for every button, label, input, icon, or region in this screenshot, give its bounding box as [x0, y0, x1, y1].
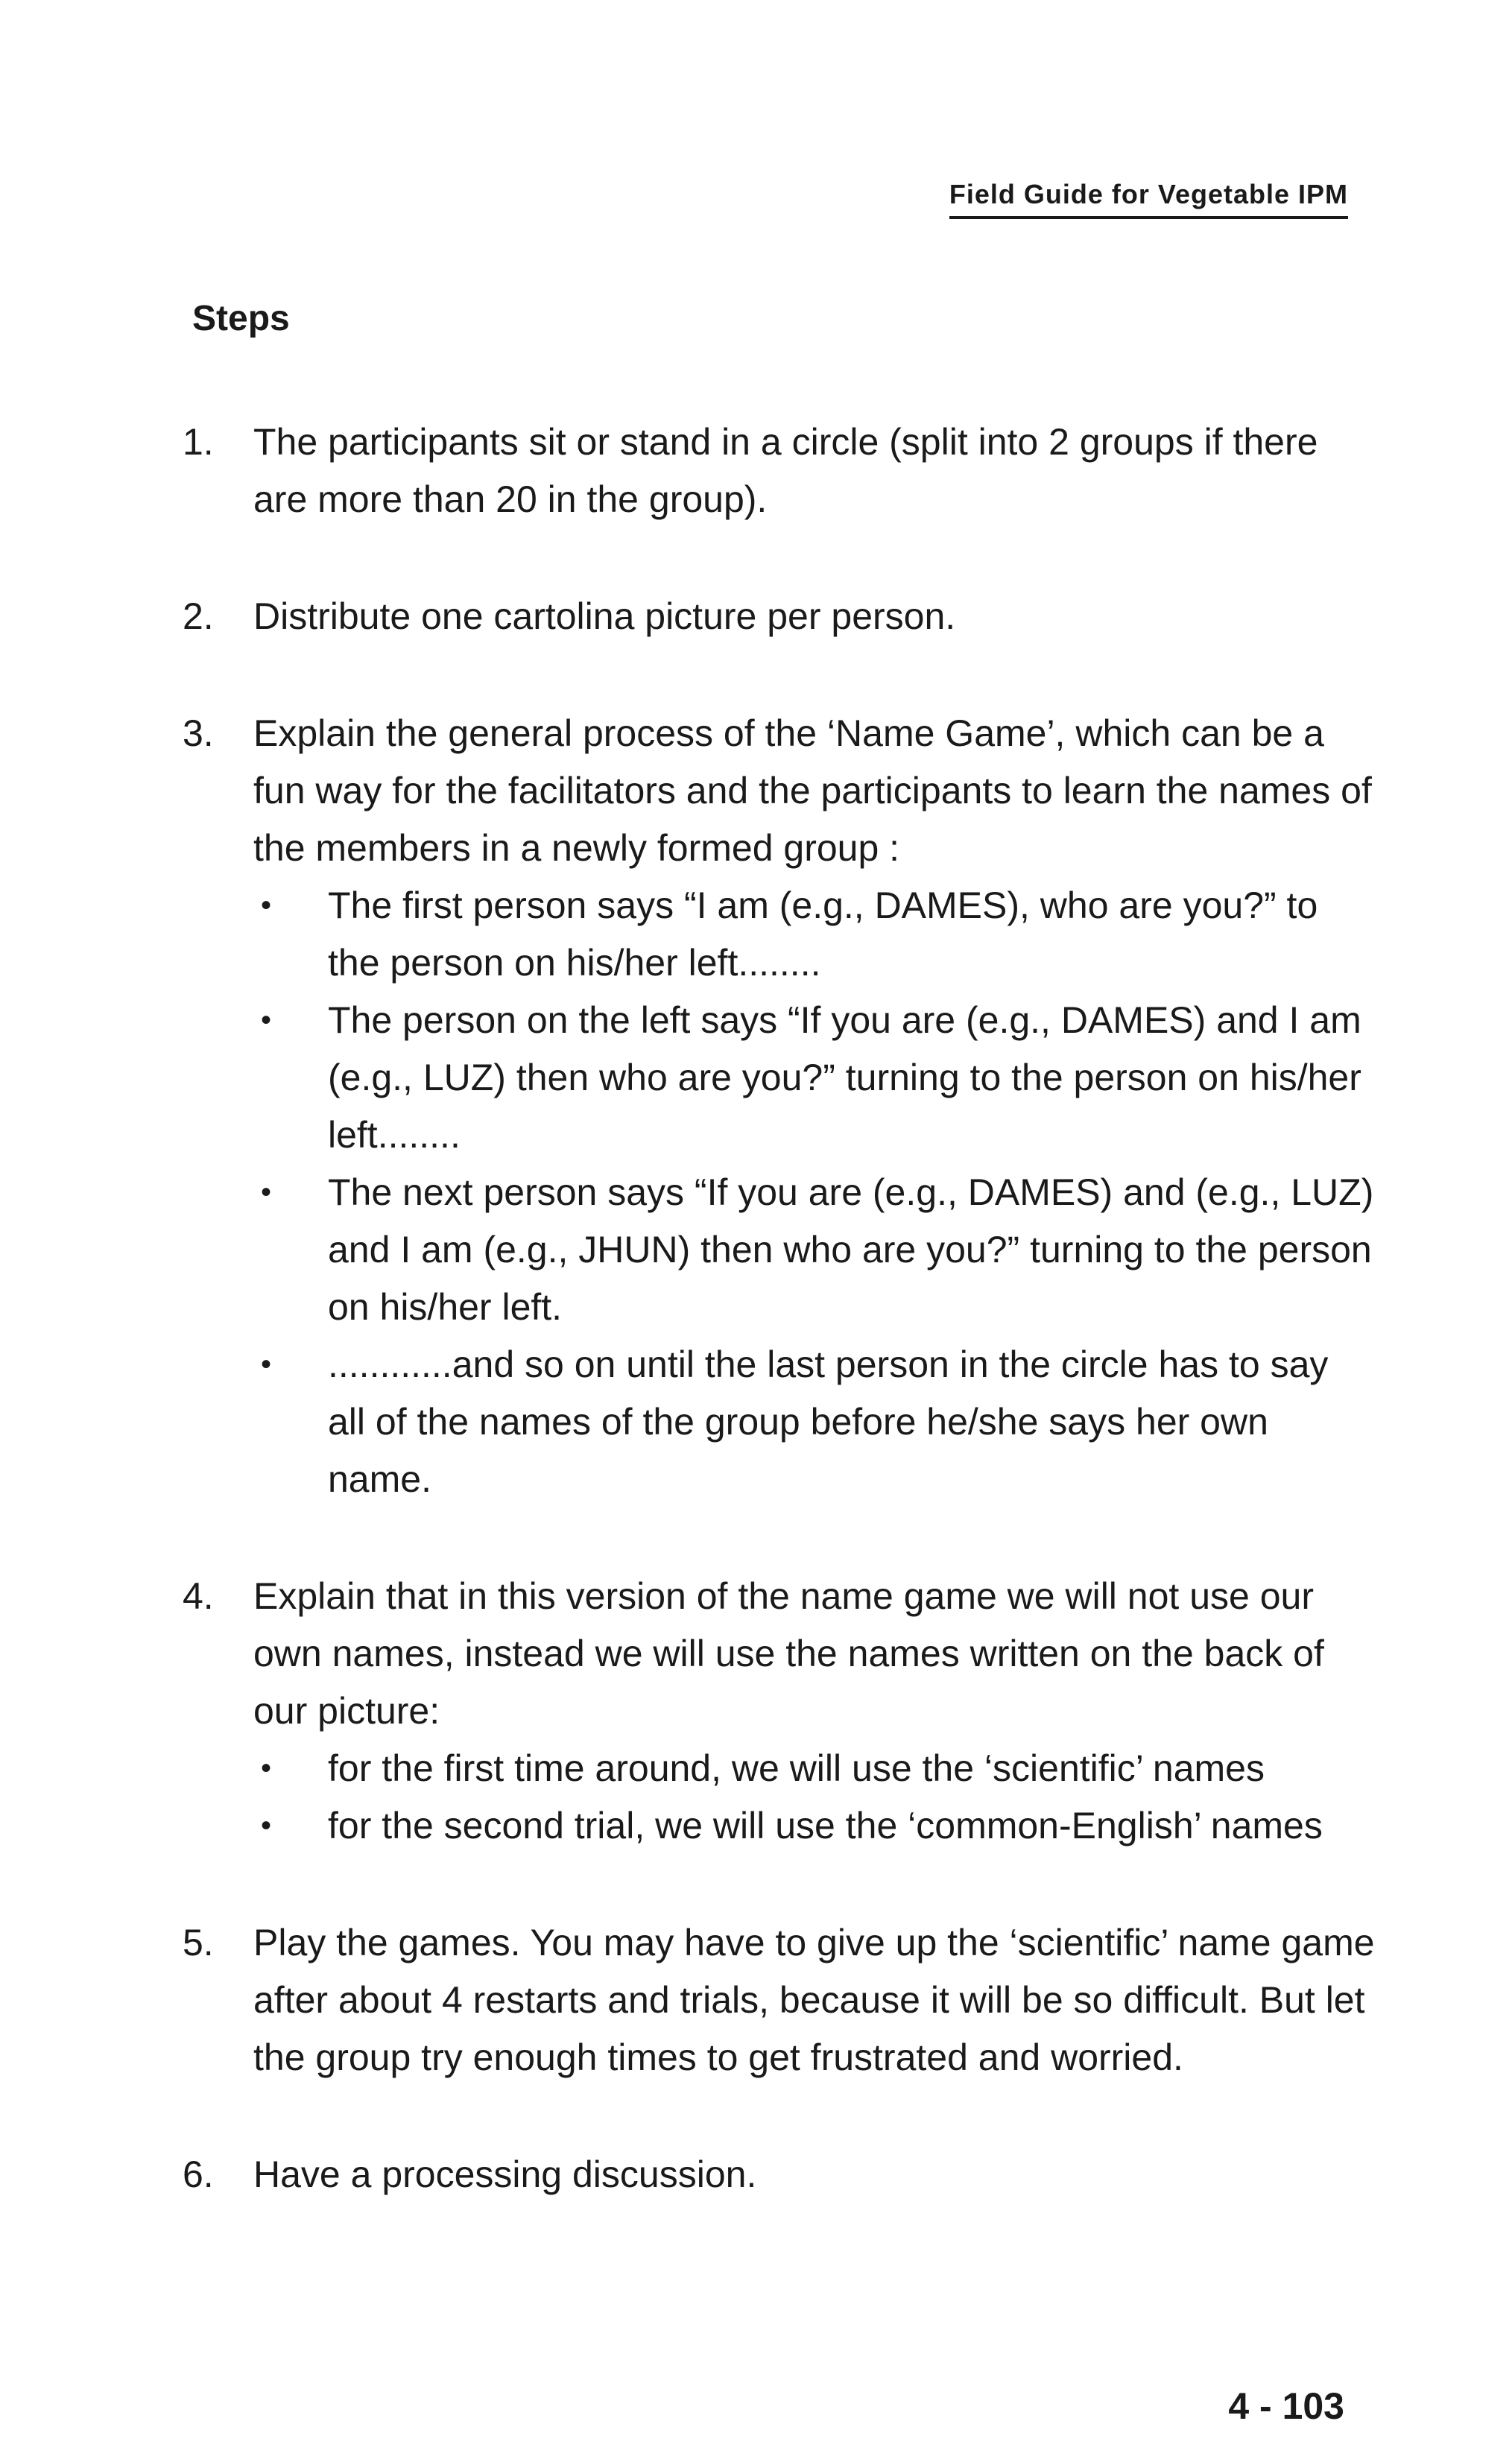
step-number: 5. — [183, 1922, 214, 1963]
step-item — [183, 2146, 1375, 2203]
bullet-icon: • — [261, 1348, 272, 1381]
bullet-list — [253, 1740, 1375, 1855]
bullet-item — [253, 1797, 1375, 1855]
bullet-icon: • — [261, 1004, 272, 1037]
page-number: 4 - 103 — [1228, 2385, 1344, 2427]
step-number: 3. — [183, 712, 214, 754]
bullet-text: The first person says “I am (e.g., DAMES), who are you?” to the person on his/her left........ — [328, 884, 1318, 984]
bullet-icon: • — [261, 1176, 272, 1209]
bullet-text: The next person says “If you are (e.g., DAMES) and (e.g., LUZ) and I am (e.g., JHUN) then who are you?” turning to the person on his/her left. — [328, 1171, 1374, 1328]
bullet-item — [253, 1740, 1375, 1797]
bullet-icon: • — [261, 1752, 272, 1785]
bullet-item — [253, 877, 1375, 992]
bullet-list — [253, 877, 1375, 1508]
step-number: 6. — [183, 2153, 214, 2195]
bullet-icon: • — [261, 889, 272, 922]
step-text: Explain the general process of the ‘Name Game’, which can be a fun way for the facilitators and the participants to learn the names of the members in a newly formed group : — [253, 712, 1372, 869]
step-item — [183, 1568, 1375, 1855]
bullet-text: for the second trial, we will use the ‘common-English’ names — [328, 1805, 1323, 1846]
section-title: Steps — [192, 299, 290, 338]
step-number: 2. — [183, 595, 214, 637]
step-number: 4. — [183, 1575, 214, 1617]
running-header: Field Guide for Vegetable IPM — [949, 179, 1348, 219]
step-text: The participants sit or stand in a circle (split into 2 groups if there are more than 20 in the group). — [253, 421, 1318, 520]
step-item — [183, 1914, 1375, 2086]
step-text: Distribute one cartolina picture per person. — [253, 595, 956, 637]
steps-list — [183, 414, 1375, 2263]
step-item — [183, 414, 1375, 528]
step-text: Play the games. You may have to give up the ‘scientific’ name game after about 4 restarts and trials, because it will be so difficult. But let the group try enough times to get frustrated and worried. — [253, 1922, 1375, 2078]
bullet-icon: • — [261, 1809, 272, 1842]
step-item — [183, 705, 1375, 1508]
bullet-item — [253, 1336, 1375, 1508]
bullet-text: ............and so on until the last person in the circle has to say all of the names of the group before he/she says her own name. — [328, 1344, 1329, 1500]
bullet-item — [253, 1164, 1375, 1336]
bullet-text: for the first time around, we will use the ‘scientific’ names — [328, 1747, 1265, 1789]
step-number: 1. — [183, 421, 214, 463]
bullet-item — [253, 992, 1375, 1164]
step-text: Have a processing discussion. — [253, 2153, 757, 2195]
bullet-text: The person on the left says “If you are (e.g., DAMES) and I am (e.g., LUZ) then who are you?” turning to the person on his/her left........ — [328, 999, 1361, 1156]
step-text: Explain that in this version of the name game we will not use our own names, instead we will use the names written on the back of our picture: — [253, 1575, 1324, 1732]
step-item — [183, 588, 1375, 645]
